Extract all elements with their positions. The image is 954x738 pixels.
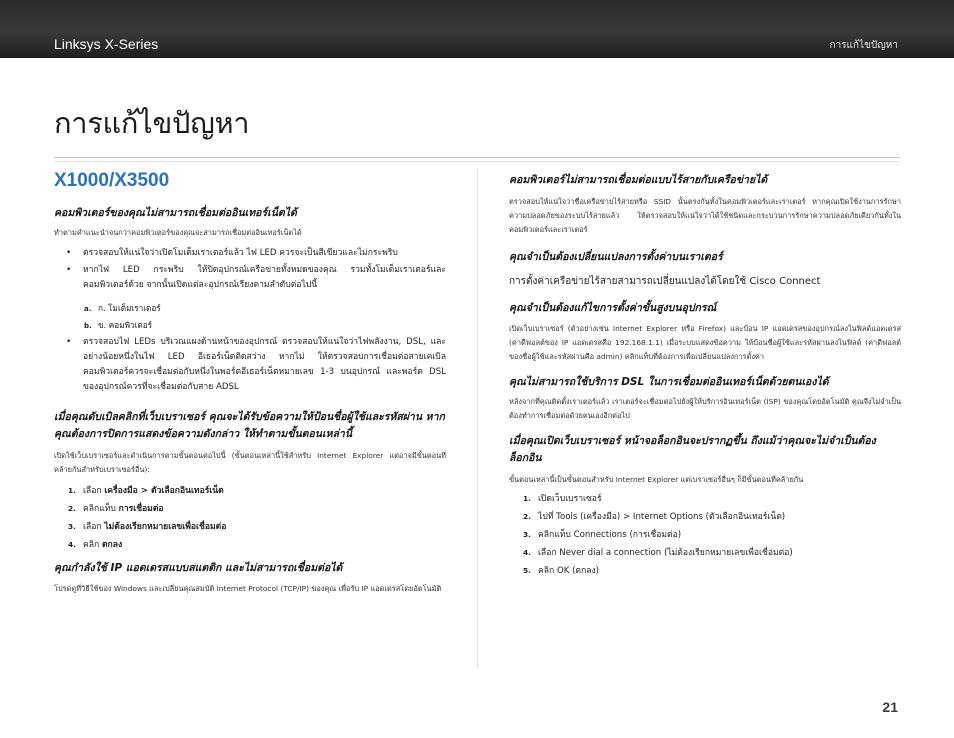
header-bar — [0, 0, 954, 58]
steps-list — [68, 484, 446, 552]
title-rule — [54, 157, 900, 158]
list-item: 4. คลิก ตกลง — [68, 540, 123, 550]
section-heading-no-internet: คอมพิวเตอร์ของคุณไม่สามารถเชื่อมต่ออินเทอร์เน็ตได้ — [54, 207, 297, 219]
section-text: หลังจากที่คุณติดตั้งเราเตอร์แล้ว เราเตอร์จะเชื่อมต่อไปยังผู้ให้บริการอินเทอร์เน็ต (ISP) ของคุณโดยอัตโนมัติ คุณจึงไม่จำเป็นต้องทำการเชื่อมต่อด้วยตนเองอีกต่อไป — [509, 397, 901, 420]
bullet-list — [66, 246, 446, 293]
section-intro: ขั้นตอนเหล่านี้เป็นขั้นตอนสำหรับ Internet Explorer แต่เบราเซอร์อื่นๆ ก็มีขั้นตอนที่คล้ายกัน — [509, 475, 804, 484]
right-column — [509, 168, 901, 582]
left-column — [54, 168, 446, 596]
section-intro: เปิดใช้เว็บเบราเซอร์และดำเนินการตามขั้นตอนต่อไปนี้ (ขั้นตอนเหล่านี้ใช้สำหรับ Internet Explorer แต่อาจมีขั้นตอนที่คล้ายกันสำหรับเบราเซอร์อื่น): — [54, 451, 446, 474]
list-item: • ตรวจสอบให้แน่ใจว่าเปิดโมเด็มเราเตอร์แล้ว ไฟ LED ควรจะเป็นสีเขียวและไม่กระพริบ — [66, 246, 446, 261]
title-rule-secondary — [54, 161, 900, 162]
list-item: 2. คลิกแท็บ การเชื่อมต่อ — [68, 504, 164, 514]
list-item: 1. เลือก เครื่องมือ > ตัวเลือกอินเทอร์เน็ต — [68, 486, 224, 496]
list-item: • หากไฟ LED กระพริบ ให้ปิดอุปกรณ์เครือข่ายทั้งหมดของคุณ รวมทั้งโมเด็มเราเตอร์และคอมพิวเตอร์ด้วย จากนั้นเปิดแต่ละอุปกรณ์เรียงตามลำดับต่อไปนี้ — [66, 263, 446, 293]
list-item: 4. เลือก Never dial a connection (ไม่ต้องเรียกหมายเลขเพื่อเชื่อมต่อ) — [523, 548, 793, 558]
section-text: เปิดเว็บเบราเซอร์ (ตัวอย่างเช่น Internet Explorer หรือ Firefox) และป้อน IP แอดเดรสของอุปกรณ์ลงในฟิลด์แอดเดรส (ค่าดีฟอลต์ของ IP แอดเดรสคือ 192.168.1.1) เมื่อระบบแสดงข้อความ ให้ป้อนชื่อผู้ใช้และรหัสผ่านลงในฟิลด์ (ค่าดีฟอลต์ของชื่อผู้ใช้และรหัสผ่านคือ admin) คลิกแท็บที่ต้องการเพื่อเปลี่ยนแปลงการตั้งค่า — [509, 324, 901, 361]
list-item: b. ข. คอมพิวเตอร์ — [84, 320, 153, 330]
section-intro: ทำตามคำแนะนำจนกว่าคอมพิวเตอร์ของคุณจะสามารถเชื่อมต่ออินเทอร์เน็ตได้ — [54, 228, 302, 237]
list-item: 3. เลือก ไม่ต้องเรียกหมายเลขเพื่อเชื่อมต่อ — [68, 522, 227, 532]
section-text: ตรวจสอบให้แน่ใจว่าชื่อเครือข่ายไร้สายหรือ SSID นั้นตรงกันทั้งในคอมพิวเตอร์และเราเตอร์ หากคุณเปิดใช้งานการรักษาความปลอดภัยของระบบไร้สายแล้ว ให้ตรวจสอบให้แน่ใจว่าได้ใช้ชนิดและกระบวนการรักษาความปลอดภัยเดียวกันทั้งในคอมพิวเตอร์และเราเตอร์ — [509, 197, 901, 234]
brand-title: Linksys X-Series — [54, 36, 159, 52]
section-label: การแก้ไขปัญหา — [829, 40, 898, 51]
section-text: โปรดดูที่วิธีใช้ของ Windows และเปลี่ยนคุณสมบัติ Internet Protocol (TCP/IP) ของคุณ เพื่อรับ IP แอดเดรสโดยอัตโนมัติ — [54, 584, 442, 593]
page-number: 21 — [882, 699, 898, 715]
list-item: 1. เปิดเว็บเบราเซอร์ — [523, 494, 602, 504]
section-heading-static-ip: คุณกำลังใช้ IP แอดเดรสแบบสแตติก และไม่สามารถเชื่อมต่อได้ — [54, 562, 343, 574]
list-item: 5. คลิก OK (ตกลง) — [523, 566, 600, 576]
bullet-list — [66, 335, 446, 395]
column-divider — [477, 168, 478, 668]
list-item: 3. คลิกแท็บ Connections (การเชื่อมต่อ) — [523, 530, 682, 540]
steps-list — [523, 492, 901, 578]
section-heading-advanced-settings: คุณจำเป็นต้องแก้ไขการตั้งค่าขั้นสูงบนอุปกรณ์ — [509, 302, 717, 314]
list-item: a. ก. โมเด็มเราเตอร์ — [84, 303, 161, 313]
list-item: • ตรวจสอบไฟ LEDs บริเวณแผงด้านหน้าของอุปกรณ์ ตรวจสอบให้แน่ใจว่าไฟพลังงาน, DSL, และอย่างน้อยหนึ่งในไฟ LED อีเธอร์เน็ตติดสว่าง หากไม่ ให้ตรวจสอบการเชื่อมต่อสายเคเบิล คอมพิวเตอร์ควรจะเชื่อมต่อกับหนึ่งในพอร์ตอีเธอร์เน็ตหมายเลข 1-3 บนอุปกรณ์ และพอร์ต DSL ของอุปกรณ์ควรที่จะเชื่อมต่อกับสาย ADSL — [66, 335, 446, 395]
section-heading-login-prompt: เมื่อคุณดับเบิลคลิกที่เว็บเบราเซอร์ คุณจะได้รับข้อความให้ป้อนชื่อผู้ใช้และรหัสผ่าน หากคุณต้องการปิดการแสดงข้อความดังกล่าว ให้ทำตามขั้นตอนเหล่านี้ — [54, 411, 445, 440]
section-heading-login-screen: เมื่อคุณเปิดเว็บเบราเซอร์ หน้าจอล็อกอินจะปรากฏขึ้น ถึงแม้ว่าคุณจะไม่จำเป็นต้องล็อกอิน — [509, 435, 876, 464]
section-heading-router-settings: คุณจำเป็นต้องเปลี่ยนแปลงการตั้งค่าบนเราเตอร์ — [509, 251, 723, 263]
section-text: การตั้งค่าเครือข่ายไร้สายสามารถเปลี่ยนแปลงได้โดยใช้ Cisco Connect — [509, 276, 821, 287]
section-heading-wireless: คอมพิวเตอร์ไม่สามารถเชื่อมต่อแบบไร้สายกับเครือข่ายได้ — [509, 174, 768, 186]
section-heading-dsl: คุณไม่สามารถใช้บริการ DSL ในการเชื่อมต่ออินเทอร์เน็ตด้วยตนเองได้ — [509, 376, 829, 388]
sub-list — [84, 301, 446, 333]
model-heading: X1000/X3500 — [54, 170, 170, 191]
list-item: 2. ไปที่ Tools (เครื่องมือ) > Internet Options (ตัวเลือกอินเทอร์เน็ต) — [523, 512, 786, 522]
page-title: การแก้ไขปัญหา — [54, 106, 250, 140]
